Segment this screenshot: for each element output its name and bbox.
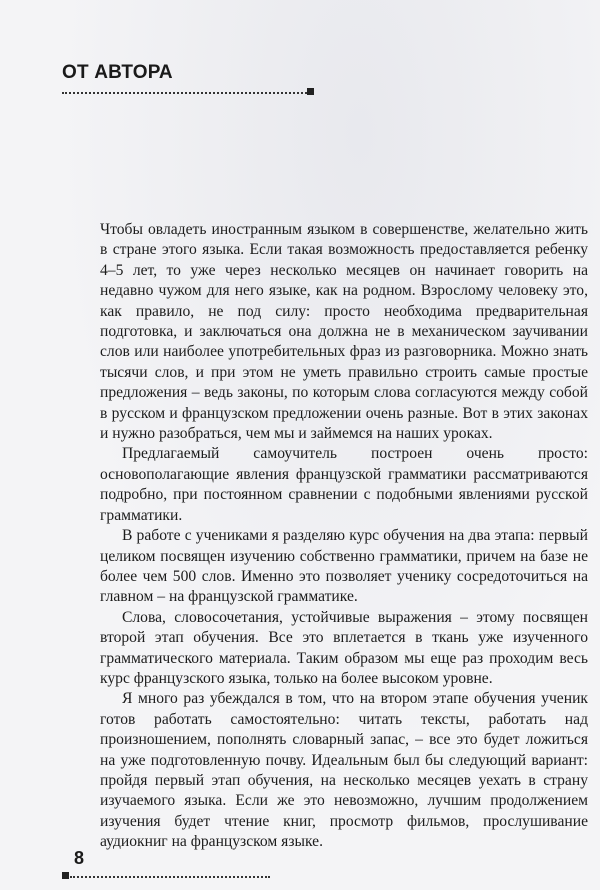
paragraph-1: Чтобы овладеть иностранным языком в совершенстве, желательно жить в стране этого языка. Если такая возможность предоставляется ребенку 4–5 лет, то уже через несколько месяцев он начинает говорить на недавно чужом для него языке, как на родном. Взрослому человеку это, как правило, не под силу: просто необходима предварительная подготовка, и заключаться она должна не в механическом заучивании слов или наиболее употребительных фраз из разговорника. Можно знать тысячи слов, и при этом не уметь правильно строить самые простые предложения – ведь законы, по которым слова согласуются между собой в русском и французском предложении очень разные. Вот в этих законах и нужно разобраться, чем мы и займемся на наших уроках. bbox=[100, 221, 588, 443]
heading-dotted-rule bbox=[62, 92, 310, 94]
footer-square-marker bbox=[62, 872, 69, 879]
heading-square-marker bbox=[307, 88, 314, 95]
footer-dotted-rule bbox=[70, 876, 270, 878]
paragraph-2: Предлагаемый самоучитель построен очень просто: основополагающие явления французской грамматики рассматриваются подробно, при постоянном сравнении с подобными явлениями русской грамматики. bbox=[100, 445, 588, 524]
chapter-heading: ОТ АВТОРА bbox=[62, 62, 173, 83]
page-number: 8 bbox=[74, 848, 85, 868]
paragraph-4: Слова, словосочетания, устойчивые выражения – этому посвящен второй этап обучения. Все это вплетается в ткань уже изученного грамматического материала. Таким образом мы еще раз проходим весь курс французского языка, только на более высоком уровне. bbox=[100, 608, 588, 687]
paragraph-5: Я много раз убеждался в том, что на втором этапе обучения ученик готов работать самостоятельно: читать тексты, работать над произношением, пополнять словарный запас, – все это будет ложиться на уже подготовленную почву. Идеальным был бы следующий вариант: пройдя первый этап обучения, на несколько месяцев уехать в страну изучаемого языка. Если же это невозможно, лучшим продолжением изучения будет чтение книг, просмотр фильмов, прослушивание аудиокниг на французском языке. bbox=[100, 690, 588, 851]
paragraph-3: В работе с учениками я разделяю курс обучения на два этапа: первый целиком посвящен изучению собственно грамматики, причем на базе не более чем 500 слов. Именно это позволяет ученику сосредоточиться на главном – на французской грамматике. bbox=[100, 527, 588, 606]
body-text bbox=[100, 220, 588, 853]
